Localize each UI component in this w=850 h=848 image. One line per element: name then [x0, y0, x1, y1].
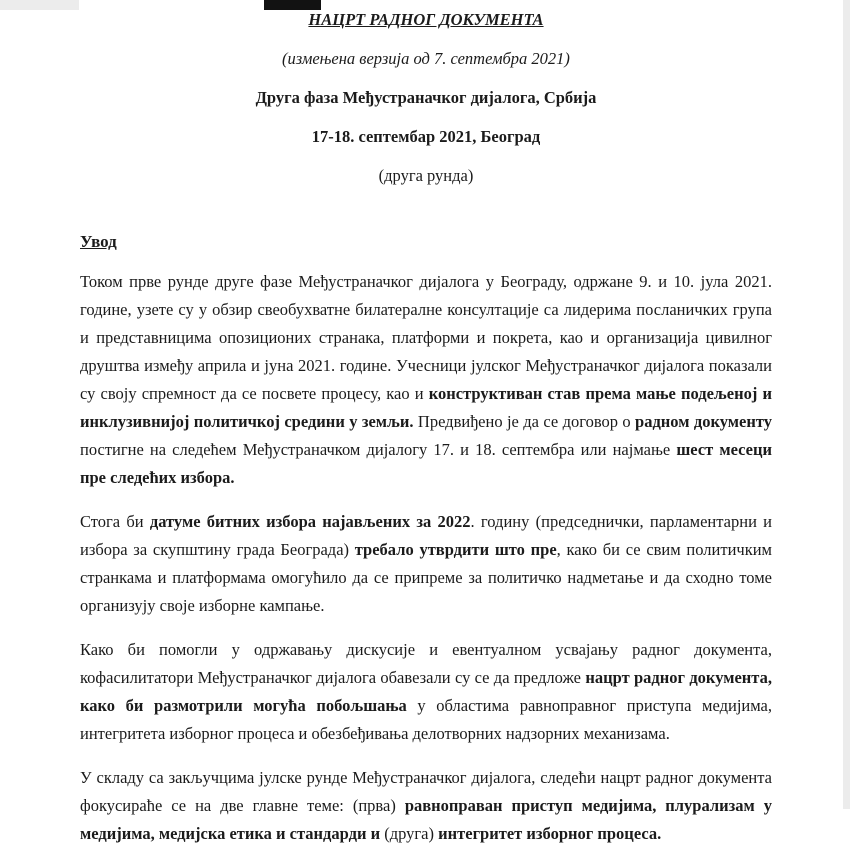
text-run: постигне на следећем Међустраначком дијалогу 17. и 18. септембра или најмање [80, 412, 777, 459]
text-run: , како би се свим политичким странкама и платформама омогућило да се припреме за политичко надметање и да сходно томе организују своје изборне кампање. [80, 540, 777, 615]
document-page [80, 6, 777, 848]
section-heading [80, 232, 772, 252]
text-run: интегритет изборног процеса. [438, 824, 662, 843]
text-run: равноправан приступ медијима, плурализам у медијима, медијска етика и стандарди и [80, 796, 777, 843]
text-run: конструктиван став према мање подељеној и инклузивнијој политичкој средини у земљи. [80, 384, 777, 431]
document-title-text: НАЦРТ РАДНОГ ДОКУМЕНТА [308, 10, 544, 29]
phase-line: Друга фаза Међустраначког дијалога, Србија [255, 88, 597, 107]
text-run: Стога би [80, 512, 150, 531]
round-line: (друга рунда) [378, 166, 474, 185]
scrollbar-track[interactable] [843, 0, 850, 809]
viewer-corner-gap [0, 0, 79, 10]
text-run: Како би помогли у одржавању дискусије и евентуалном усвајању радног документа, кофасилитатори Међустраначког дијалога обавезали су се да предложе [80, 640, 777, 687]
text-run: Током прве рунде друге фазе Међустраначког дијалога у Београду, одржане 9. и 10. јула 2021. године, узете су у обзир свеобухватне билатералне консултације са лидерима посланичких група и представницима опозиционих странака, платформи и покрета, као и организација цивилног друштва између априла и јуна 2021. године. Учесници јулског Међустраначког дијалога показали су своју спремност да се посвете процесу, као и [80, 272, 777, 403]
document-header [80, 10, 772, 186]
text-run: нацрт радног документа, како би размотрили могућа побољшања [80, 668, 777, 715]
paragraph [80, 508, 777, 620]
text-run: у областима равноправног приступа медијима, интегритета изборног процеса и обезбеђивања делотворних надзорних механизама. [80, 696, 777, 743]
paragraph [80, 636, 777, 748]
paragraph [80, 764, 777, 848]
text-run: У складу са закључцима јулске рунде Међустраначког дијалога, следећи нацрт радног документа фокусираће се на две главне теме: (прва) [80, 768, 777, 815]
text-run: (друга) [380, 824, 439, 843]
document-title [80, 10, 772, 30]
text-run: датуме битних избора најављених за 2022 [149, 512, 471, 531]
document-body [80, 268, 777, 848]
version-line: (измењена верзија од 7. септембра 2021) [282, 49, 570, 68]
text-run: Предвиђено је да се договор о [413, 412, 636, 431]
date-location-line: 17-18. септембар 2021, Београд [311, 127, 541, 146]
text-run: . годину (председнички, парламентарни и избора за скупштину града Београда) [80, 512, 777, 559]
section-heading-text: Увод [80, 232, 117, 251]
text-run: шест месеци пре следећих избора. [80, 440, 777, 487]
text-run: требало утврдити што пре [354, 540, 557, 559]
text-run: радном документу [635, 412, 772, 431]
paragraph [80, 268, 777, 492]
